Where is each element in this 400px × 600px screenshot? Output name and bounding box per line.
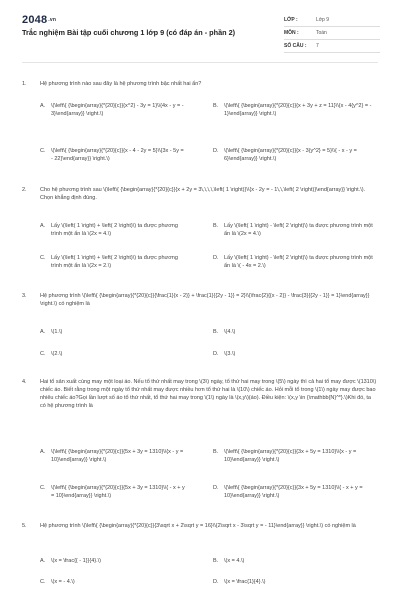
option-text: \(\left\{ {\begin{array}{*{20}{c}}{x^2} - 3y = 1}\\{4x - y = - 3}\end{array}} \right.\) — [51, 103, 184, 117]
option-text: \(\left\{ {\begin{array}{*{20}{c}}{3x + 5y = 1310}\\{ - x + y = 10}\end{array}} \right.\) — [224, 485, 363, 499]
meta-value-count: 7 — [316, 43, 319, 49]
option-letter: B. — [213, 103, 219, 109]
option-letter: B. — [213, 558, 219, 564]
question-2 — [22, 186, 378, 202]
option-1c[interactable] — [40, 147, 185, 163]
option-text: \(x = 4.\) — [224, 558, 245, 564]
option-text: \(\left\{ {\begin{array}{*{20}{c}}{x - 3{y^2} = 5}\\{ - x - y = 6}\end{array}} \right.\) — [224, 148, 357, 162]
header — [22, 14, 378, 58]
question-number: 3. — [22, 293, 27, 299]
option-letter: A. — [40, 329, 46, 335]
option-text: \(x = \frac{1}{4}.\) — [224, 579, 266, 585]
option-letter: A. — [40, 558, 46, 564]
option-text: \(\left\{ {\begin{array}{*{20}{c}}{3x + 5y = 1310}\\{x - y = 10}\end{array}} \right.\) — [224, 449, 357, 463]
logo-text: 2048 — [22, 14, 48, 26]
option-text: Lấy \(\left( 1 \right) - \left( 2 \right)\) ta được phương trình một ẩn là \(2x = 4.\) — [224, 223, 373, 237]
option-letter: B. — [213, 223, 219, 229]
question-number: 1. — [22, 81, 27, 87]
option-2d[interactable] — [213, 254, 378, 270]
meta-row-class — [284, 14, 380, 27]
option-text: \(\left\{ {\begin{array}{*{20}{c}}{x - 4 - 2y = 5}\\{3x - 5y = - 22}\end{array}} \right.\) — [51, 148, 184, 162]
option-5c[interactable] — [40, 578, 185, 586]
meta-box — [284, 14, 380, 53]
option-4d[interactable] — [213, 484, 378, 500]
option-3d[interactable] — [213, 350, 378, 358]
site-logo[interactable] — [22, 14, 56, 26]
option-text: \(4.\) — [224, 329, 236, 335]
option-4c[interactable] — [40, 484, 185, 500]
option-text: \(\left\{ {\begin{array}{*{20}{c}}{5x + 3y = 1310}\\{ - x + y = 10}\end{array}} \right.\) — [51, 485, 185, 499]
option-letter: C. — [40, 148, 46, 154]
option-3b[interactable] — [213, 328, 378, 336]
option-letter: A. — [40, 223, 46, 229]
meta-label-class: LỚP : — [284, 17, 298, 23]
option-letter: D. — [213, 255, 219, 261]
logo-suffix: .vn — [48, 17, 57, 24]
option-text: \(\left\{ {\begin{array}{*{20}{c}}{x + 3y + z = 11}\\{x - 4{y^2} = - 1}\end{array}} \right.\) — [224, 103, 372, 117]
question-number: 5. — [22, 523, 27, 529]
option-4b[interactable] — [213, 448, 378, 464]
option-text: Lấy \(\left( 1 \right) + \left( 2 \right)\) ta được phương trình một ẩn là \(2x = 4.\) — [51, 223, 178, 237]
option-text: \(x = \frac{{ - 1}}{4}.\) — [51, 558, 101, 564]
option-3a[interactable] — [40, 328, 185, 336]
question-1 — [22, 80, 378, 88]
question-number: 4. — [22, 379, 27, 385]
meta-label-count: SỐ CÂU : — [284, 43, 307, 49]
meta-row-subject — [284, 27, 380, 40]
option-text: \(1.\) — [51, 329, 63, 335]
option-1b[interactable] — [213, 102, 378, 118]
option-2a[interactable] — [40, 222, 185, 238]
question-4 — [22, 378, 378, 410]
meta-value-class: Lớp 9 — [316, 17, 330, 23]
question-text: Hệ phương trình \(\left\{ {\begin{array}{*{20}{c}}{\frac{1}{x - 2}} + \frac{1}{{2y - 1}} = 2}\\{\frac{2}{{x - 2}} - \frac{3}{{2y - 1}} = 1}\end{array}} \right.\) có nghiệm là — [40, 293, 370, 307]
option-text: \(2.\) — [51, 351, 63, 357]
meta-label-subject: MÔN : — [284, 30, 299, 36]
question-5 — [22, 522, 378, 530]
question-text: Hai tổ sản xuất cùng may một loại áo. Nếu tổ thứ nhất may trong \(3\) ngày, tổ thứ hai may trong \(5\) ngày thì cả hai tổ may được \(1310\) chiếc áo. Biết rằng trong một ngày tổ thứ nhất may được nhiều hơn tổ thứ hai là \(10\) chiếc áo. Hỏi mỗi tổ trong \(1\) ngày may được bao nhiêu chiếc áo?Gọi lần lượt số áo tổ thứ nhất, tổ thứ hai may trong \(1\) ngày là \(x,y\)(áo). Điều kiện: \(x,y \in {\mathbb{N}^*}.\)Khi đó, ta có hệ phương trình là — [40, 379, 377, 409]
option-1a[interactable] — [40, 102, 185, 118]
question-text: Cho hệ phương trình sau \(\left\{ {\begin{array}{*{20}{c}}{x + 2y = 3\,\,\,\,\left( 1 \right)}\\{x - 2y = - 1\,\,\left( 2 \right)}\end{array}} \right.\). Chọn khẳng định đúng. — [40, 187, 366, 201]
page-title: Trắc nghiệm Bài tập cuối chương 1 lớp 9 (có đáp án - phần 2) — [22, 28, 236, 37]
option-letter: A. — [40, 449, 46, 455]
option-5b[interactable] — [213, 557, 378, 565]
option-5d[interactable] — [213, 578, 378, 586]
option-1d[interactable] — [213, 147, 378, 163]
option-letter: B. — [213, 449, 219, 455]
option-text: Lấy \(\left( 1 \right) - \left( 2 \right)\) ta được phương trình một ẩn là \( - 4x = 2.\) — [224, 255, 373, 269]
option-2c[interactable] — [40, 254, 185, 270]
option-5a[interactable] — [40, 557, 185, 565]
option-letter: C. — [40, 579, 46, 585]
question-text: Hệ phương trình \(\left\{ {\begin{array}{*{20}{c}}{3\sqrt x + 2\sqrt y = 16}\\{2\sqrt x - 3\sqrt y = - 11}\end{array}} \right.\) có nghiệm là — [40, 523, 356, 529]
option-letter: A. — [40, 103, 46, 109]
question-text: Hệ phương trình nào sau đây là hệ phương trình bậc nhất hai ẩn? — [40, 81, 202, 87]
option-3c[interactable] — [40, 350, 185, 358]
question-number: 2. — [22, 187, 27, 193]
option-letter: C. — [40, 351, 46, 357]
option-letter: C. — [40, 485, 46, 491]
option-letter: C. — [40, 255, 46, 261]
option-2b[interactable] — [213, 222, 378, 238]
option-text: \(x = - 4.\) — [51, 579, 75, 585]
meta-value-subject: Toán — [316, 30, 327, 36]
option-letter: D. — [213, 579, 219, 585]
question-3 — [22, 292, 378, 308]
option-text: Lấy \(\left( 1 \right) + \left( 2 \right)\) ta được phương trình một ẩn là \(2x = 2.\) — [51, 255, 178, 269]
option-letter: D. — [213, 351, 219, 357]
option-letter: D. — [213, 148, 219, 154]
meta-row-count — [284, 40, 380, 53]
option-letter: D. — [213, 485, 219, 491]
option-text: \(3.\) — [224, 351, 236, 357]
option-text: \(\left\{ {\begin{array}{*{20}{c}}{5x + 3y = 1310}\\{x - y = 10}\end{array}} \right.\) — [51, 449, 184, 463]
option-4a[interactable] — [40, 448, 185, 464]
option-letter: B. — [213, 329, 219, 335]
header-divider — [22, 62, 378, 63]
